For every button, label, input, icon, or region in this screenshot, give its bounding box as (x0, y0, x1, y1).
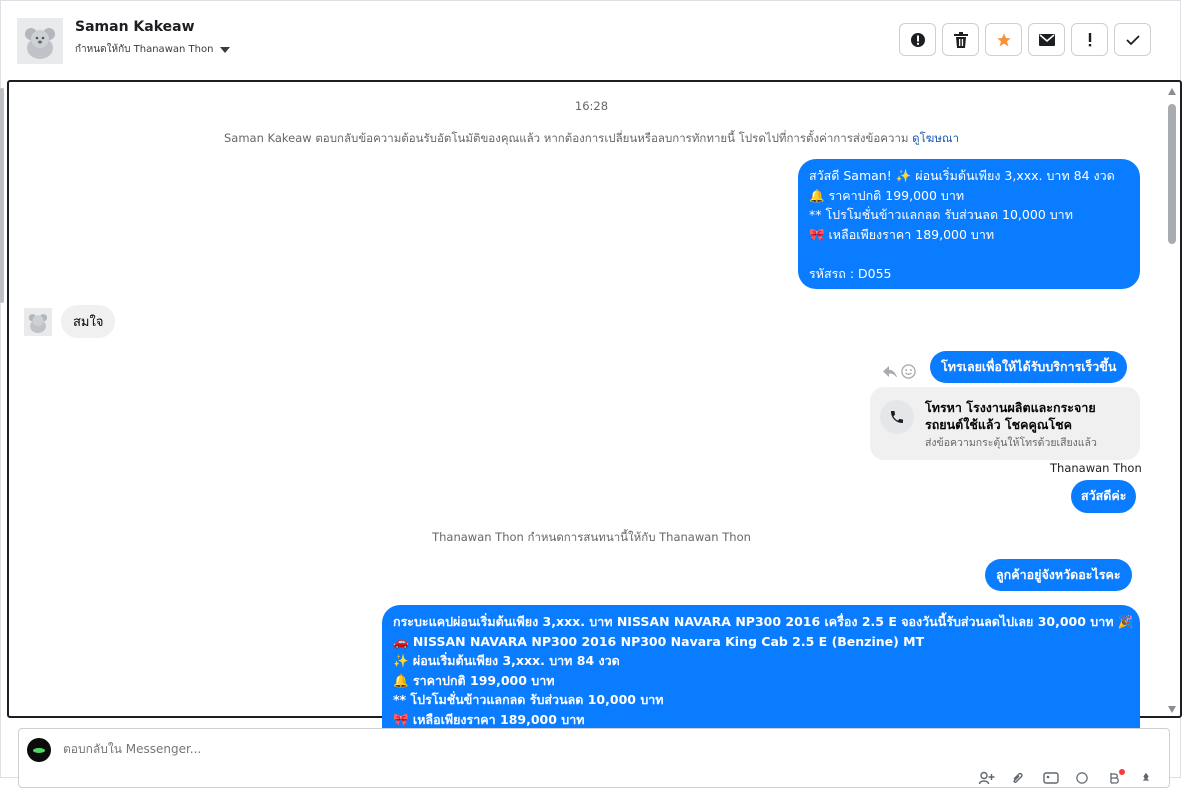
message-line: 🚗 NISSAN NAVARA NP300 2016 NP300 Navara King Cab 2.5 E (Benzine) MT (393, 633, 925, 649)
outgoing-message[interactable]: สวัสดีค่ะ (1071, 480, 1136, 513)
pane-resize-handle[interactable] (0, 88, 4, 303)
report-button[interactable] (899, 23, 936, 56)
message-line: ** โปรโมชั่นข้าวแลกลด รับส่วนลด 10,000 บาท (393, 692, 664, 707)
outgoing-message[interactable]: ลูกค้าอยู่จังหวัดอะไรคะ (985, 559, 1132, 591)
phone-icon (880, 400, 914, 434)
attachment-icon[interactable] (1011, 772, 1027, 784)
star-button[interactable] (985, 23, 1022, 56)
reply-input[interactable] (63, 742, 663, 756)
outgoing-message[interactable] (382, 605, 1140, 745)
sender-name: Thanawan Thon (1050, 461, 1142, 475)
spam-button[interactable] (1071, 23, 1108, 56)
message-line: ✨ ผ่อนเริ่มต้นเพียง 3,xxx. บาท 84 งวด (393, 653, 620, 668)
contact-avatar-small[interactable] (24, 308, 52, 336)
trash-icon (954, 32, 968, 48)
view-ad-link[interactable]: ดูโฆษณา (912, 131, 960, 145)
call-card-subtitle: ส่งข้อความกระตุ้นให้โทรด้วยเสียงแล้ว (925, 437, 1097, 449)
pin-icon[interactable] (1139, 772, 1155, 784)
mark-unread-button[interactable] (1028, 23, 1065, 56)
composer-tools (979, 772, 1155, 784)
message-composer (18, 728, 1170, 788)
message-line: 🎀 เหลือเพียงราคา 189,000 บาท (809, 226, 995, 242)
star-icon (996, 32, 1012, 48)
message-line: 🔔 ราคาปกติ 199,000 บาท (393, 672, 555, 688)
done-button[interactable] (1114, 23, 1151, 56)
call-request-card[interactable] (870, 387, 1140, 460)
reply-icon[interactable] (883, 366, 897, 378)
call-card-title: โทรหา โรงงานผลิตและกระจายรถยนต์ใช้แล้ว โชคคูณโชค (925, 400, 1096, 432)
auto-reply-notice-text: Saman Kakeaw ตอบกลับข้อความต้อนรับอัตโนมัติของคุณแล้ว หากต้องการเปลี่ยนหรือลบการทักทายนี้ โปรดไปที่การตั้งค่าการส่งข้อความ (223, 131, 909, 145)
assignment-notice: Thanawan Thon กำหนดการสนทนานี้ให้กับ Thanawan Thon (432, 530, 751, 544)
incoming-message[interactable]: สมใจ (61, 305, 115, 338)
contact-name[interactable]: Saman Kakeaw (75, 19, 195, 35)
delete-button[interactable] (942, 23, 979, 56)
image-icon[interactable] (1043, 772, 1059, 784)
conversation-pane[interactable] (7, 80, 1182, 727)
emoji-icon[interactable] (1075, 772, 1091, 784)
add-contact-icon[interactable] (979, 772, 995, 784)
conversation-header (0, 0, 1183, 80)
caret-down-icon (220, 47, 230, 53)
emoji-reaction-icon[interactable] (901, 364, 916, 379)
message-line: ** โปรโมชั่นข้าวแลกลด รับส่วนลด 10,000 บาท (809, 207, 1073, 222)
message-line: 🔔 ราคาปกติ 199,000 บาท (809, 187, 965, 203)
scroll-up-arrow-icon[interactable] (1168, 88, 1176, 95)
message-line: รหัสรถ : D055 (809, 265, 892, 281)
assignee-label: กำหนดให้กับ Thanawan Thon (75, 44, 214, 55)
message-line: กระบะแคปผ่อนเริ่มต้นเพียง 3,xxx. บาท NISSAN NAVARA NP300 2016 เครื่อง 2.5 E จองวันนี้รับส่วนลดไปเลย 30,000 บาท 🎉 (393, 614, 1134, 629)
message-line (809, 244, 1129, 264)
page-avatar (27, 738, 51, 762)
message-line: สวัสดี Saman! ✨ ผ่อนเริ่มต้นเพียง 3,xxx. บาท 84 งวด (809, 168, 1115, 183)
envelope-icon (1039, 34, 1055, 46)
outgoing-message[interactable]: โทรเลยเพื่อให้ได้รับบริการเร็วขึ้น (930, 351, 1127, 383)
scrollbar-thumb[interactable] (1168, 104, 1176, 244)
contact-avatar[interactable] (17, 18, 63, 64)
message-line: 🎀 เหลือเพียงราคา 189,000 บาท (393, 711, 585, 727)
check-icon (1126, 34, 1140, 46)
exclamation-icon (1088, 33, 1092, 47)
message-actions (883, 364, 916, 379)
outgoing-message[interactable] (798, 159, 1140, 289)
conversation-scrollbar[interactable] (1167, 88, 1177, 713)
auto-reply-notice (9, 130, 1174, 148)
scroll-down-arrow-icon[interactable] (1168, 706, 1176, 713)
message-timestamp: 16:28 (574, 99, 609, 113)
assignee-dropdown[interactable] (75, 42, 230, 57)
alert-circle-icon (910, 32, 926, 48)
header-actions (899, 23, 1151, 56)
notification-dot (1119, 769, 1125, 775)
payment-icon[interactable] (1107, 772, 1123, 784)
